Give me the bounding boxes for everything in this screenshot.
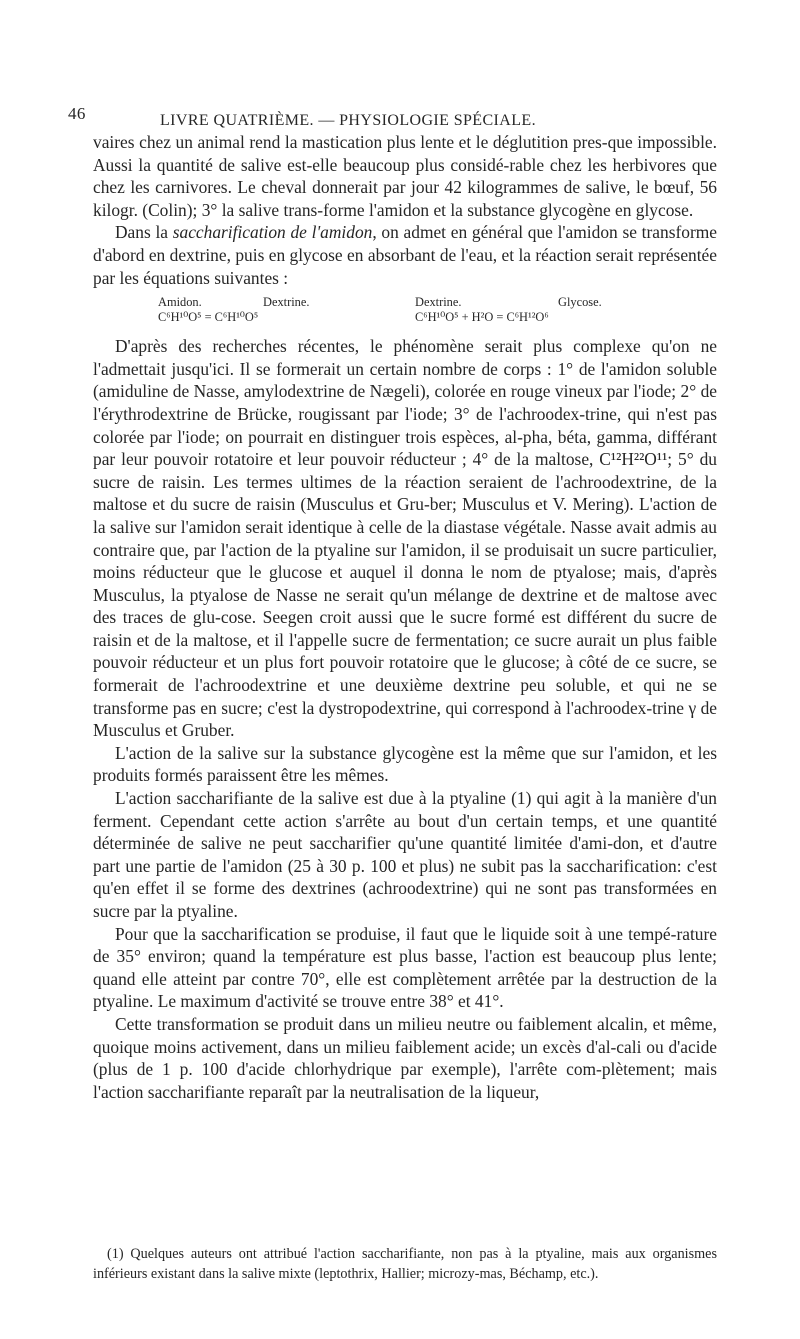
- equation-formulas: [93, 310, 717, 325]
- text-run: Dans la: [115, 222, 173, 243]
- label-dextrine-2: Dextrine.: [415, 295, 462, 310]
- main-text: [93, 131, 717, 1103]
- label-amidon: Amidon.: [158, 295, 202, 310]
- label-dextrine: Dextrine.: [263, 295, 310, 310]
- paragraph-saccharification: [93, 221, 717, 289]
- paragraph-milieu: Cette transformation se produit dans un milieu neutre ou faiblement alcalin, et même, quoique moins activement, dans un milieu faiblement acide; un excès d'al-cali ou d'acide (plus de 1 p. 100 d'acide chlorhydrique par exemple), l'arrête com-plètement; mais l'action saccharifiante reparaît par la neutralisation de la liqueur,: [93, 1013, 717, 1102]
- formula-amidon-dextrine: C⁶H¹⁰O⁵ = C⁶H¹⁰O⁵: [158, 310, 259, 325]
- text-run: , on admet en général que l'amidon se transforme d'abord en dextrine, puis en glycose en absorbant de l'eau, et la réaction serait représentée par les équations suivantes :: [93, 222, 717, 288]
- chemical-equations: [93, 295, 717, 325]
- footnote-text: (1) Quelques auteurs ont attribué l'action saccharifiante, non pas à la ptyaline, mais aux organismes inférieurs existant dans la salive mixte (leptothrix, Hallier; microzy-mas, Béchamp, etc.).: [93, 1246, 717, 1282]
- paragraph-recherches: D'après des recherches récentes, le phénomène serait plus complexe qu'on ne l'admettait jusqu'ici. Il se formerait un certain nombre de corps : 1° de l'amidon soluble (amiduline de Nasse, amylodextrine de Nægeli), colorée en rouge vineux par l'iode; 2° de l'érythrodextrine de Brücke, rougissant par l'iode; 3° de l'achroodex-trine, qui n'est pas colorée par l'iode; on pourrait en distinguer trois espèces, al-pha, béta, gamma, différant par leur pouvoir rotatoire et leur pouvoir réducteur ; 4° de la maltose, C¹²H²²O¹¹; 5° du sucre de raisin. Les termes ultimes de la réaction seraient de l'achroodextrine, de la maltose et du sucre de raisin (Musculus et Gru-ber; Musculus et V. Mering). L'action de la salive sur l'amidon serait identique à celle de la diastase végétale. Nasse avait admis au contraire que, par l'action de la ptyaline sur l'amidon, il se produisait un sucre particulier, moins réducteur que le glucose et auquel il donna le nom de ptyalose; mais, d'après Musculus, la ptyalose de Nasse ne serait qu'un mélange de dextrine et de maltose avec des traces de glu-cose. Seegen croit aussi que le sucre formé est différent du sucre de raisin et de la maltose, et il l'appelle sucre de fermentation; ce sucre aurait un plus faible pouvoir réducteur et un plus fort pouvoir rotatoire que le glucose; à côté de ce sucre, se formerait de l'achroodextrine et une deuxième dextrine peu soluble, et qui ne se transforme pas en sucre; c'est la dystropodextrine, qui correspond à l'achroodex-trine γ de Musculus et Gruber.: [93, 336, 717, 741]
- paragraph-continuation: vaires chez un animal rend la mastication plus lente et le déglutition pres-que impossible. Aussi la quantité de salive est-elle beaucoup plus considé-rable chez les herbivores que chez les carnivores. Le cheval donnerait par jour 42 kilogrammes de salive, le bœuf, 56 kilogr. (Colin); 3° la salive trans-forme l'amidon et la substance glycogène en glycose.: [93, 132, 717, 220]
- equation-labels: [93, 295, 717, 310]
- paragraph-temperature: Pour que la saccharification se produise, il faut que le liquide soit à une tempé-rature de 35° environ; quand la température est plus basse, l'action est beaucoup plus lente; quand elle atteint par contre 70°, elle est complètement arrêtée par la destruction de la ptyaline. Le maximum d'activité se trouve entre 38° et 41°.: [93, 923, 717, 1012]
- italic-term: saccharification de l'amidon: [172, 222, 373, 243]
- paragraph-ptyaline: L'action saccharifiante de la salive est due à la ptyaline (1) qui agit à la manière d'un ferment. Cependant cette action s'arrête au bout d'un certain temps, et une quantité déterminée de salive ne peut saccharifier qu'une quantité limitée d'ami-don, et d'autre part une partie de l'amidon (25 à 30 p. 100 et plus) ne subit pas la saccharification: c'est qu'en effet il se forme des dextrines (achroodextrine) qui ne sont pas transformées en sucre par la ptyaline.: [93, 788, 717, 921]
- footnote: [93, 1245, 717, 1284]
- formula-dextrine-glycose: C⁶H¹⁰O⁵ + H²O = C⁶H¹²O⁶: [415, 310, 549, 325]
- running-title: LIVRE QUATRIÈME. — PHYSIOLOGIE SPÉCIALE.: [160, 112, 536, 129]
- label-glycose: Glycose.: [558, 295, 602, 310]
- page-number: 46: [68, 104, 86, 123]
- paragraph-glycogene: L'action de la salive sur la substance glycogène est la même que sur l'amidon, et les produits formés paraissent être les mêmes.: [93, 742, 717, 786]
